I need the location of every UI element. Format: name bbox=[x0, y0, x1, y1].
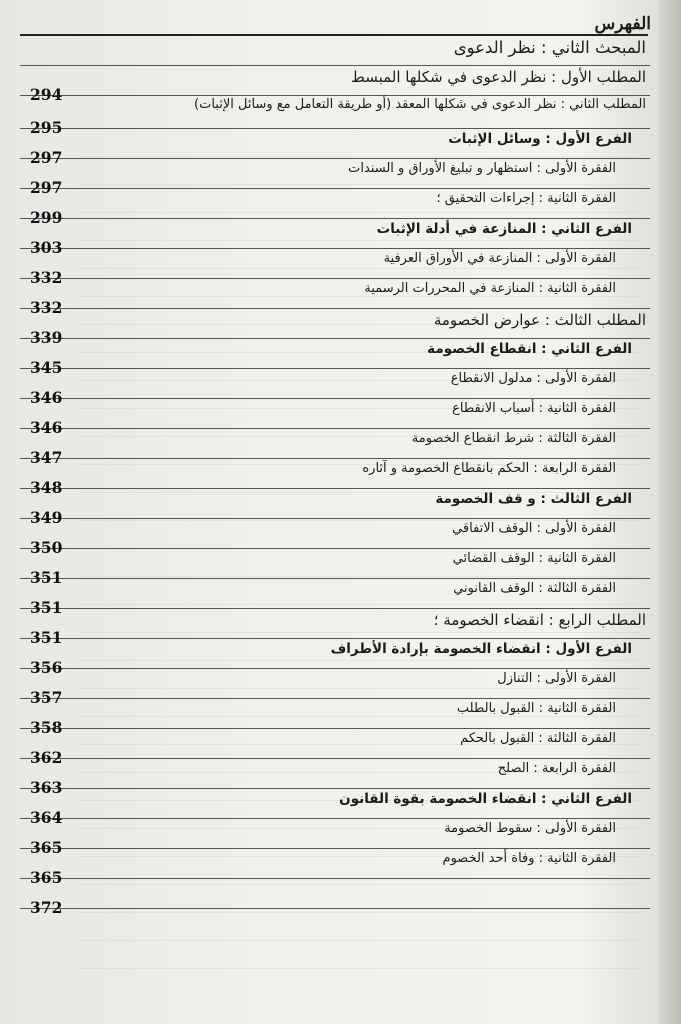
toc-page-number: 362 bbox=[30, 748, 63, 767]
toc-row bbox=[20, 96, 650, 137]
toc-page-number: 332 bbox=[30, 268, 63, 287]
toc-entry-title: المطلب الثاني : نظر الدعوى في شكلها المعقد (أو طريقة التعامل مع وسائل الإثبات) bbox=[194, 97, 646, 112]
toc-entry-title: الفقرة الأولى : المنازعة في الأوراق العرفية bbox=[383, 251, 616, 266]
toc-row bbox=[20, 219, 650, 257]
toc-page-number: 297 bbox=[30, 178, 63, 197]
toc-entry-title: الفرع الأول : وسائل الإثبات bbox=[448, 131, 632, 147]
toc-page-number: 347 bbox=[30, 448, 63, 467]
toc-page-number: 356 bbox=[30, 658, 63, 677]
toc-page-number: 294 bbox=[30, 85, 63, 104]
toc-entry-title: الفقرة الثانية : المنازعة في المحررات الرسمية bbox=[364, 281, 616, 296]
toc-row bbox=[20, 399, 650, 437]
toc-row bbox=[20, 459, 650, 497]
toc-row bbox=[20, 639, 650, 677]
toc-entry-title: الفقرة الأولى : الوقف الاتفاقي bbox=[452, 521, 616, 536]
toc-entry-title: الفرع الثاني : المنازعة في أدلة الإثبات bbox=[376, 221, 632, 237]
toc-row bbox=[20, 669, 650, 707]
toc-row bbox=[20, 819, 650, 857]
toc-page-number: 339 bbox=[30, 328, 63, 347]
toc-entry-title: الفقرة الرابعة : الحكم بانقطاع الخصومة و آثاره bbox=[362, 461, 616, 476]
toc-entry-title: الفقرة الأولى : استظهار و تبليغ الأوراق و السندات bbox=[348, 161, 616, 176]
toc-row bbox=[20, 759, 650, 797]
toc-entry-title: الفرع الثاني : انقضاء الخصومة بقوة القانون bbox=[339, 791, 632, 807]
toc-page-number: 365 bbox=[30, 838, 63, 857]
toc-page-number: 297 bbox=[30, 148, 63, 167]
toc-page-number: 346 bbox=[30, 388, 63, 407]
toc-row bbox=[20, 429, 650, 467]
toc-row bbox=[20, 36, 650, 66]
toc-row bbox=[20, 849, 650, 887]
toc-entry-title: المطلب الثالث : عوارض الخصومة bbox=[433, 311, 646, 329]
toc-entry-title: الفقرة الثانية : الوقف القضائي bbox=[452, 551, 616, 566]
toc-entry-title: الفرع الثالث : و قف الخصومة bbox=[435, 491, 632, 507]
toc-row bbox=[20, 279, 650, 317]
toc-row bbox=[20, 549, 650, 587]
toc-row bbox=[20, 309, 650, 347]
toc-page-number: 348 bbox=[30, 478, 63, 497]
toc-row bbox=[20, 189, 650, 227]
toc-row bbox=[20, 369, 650, 407]
toc-entry-title: المطلب الأول : نظر الدعوى في شكلها المبسط bbox=[350, 68, 646, 86]
toc-page-number: 295 bbox=[30, 118, 63, 137]
toc-row bbox=[20, 609, 650, 647]
toc-row bbox=[20, 129, 650, 167]
toc-entry-title: الفقرة الثانية : القبول بالطلب bbox=[456, 701, 616, 716]
page-header-title: الفهرس bbox=[594, 14, 651, 34]
toc-page-number: 351 bbox=[30, 568, 63, 587]
toc-page-number: 303 bbox=[30, 238, 63, 257]
toc-entry-title: الفقرة الرابعة : الصلح bbox=[497, 761, 616, 776]
toc-page-number: 345 bbox=[30, 358, 63, 377]
toc-entry-title: الفقرة الأولى : سقوط الخصومة bbox=[444, 821, 616, 836]
toc-page-number: 358 bbox=[30, 718, 63, 737]
toc-row bbox=[20, 339, 650, 377]
toc-page-number: 365 bbox=[30, 868, 63, 887]
page-spine-shadow bbox=[659, 0, 681, 1024]
toc-entry-title: الفقرة الثالثة : الوقف القانوني bbox=[453, 581, 616, 596]
toc-page-number: 349 bbox=[30, 508, 63, 527]
toc-entry-title: الفقرة الثانية : وفاة أحد الخصوم bbox=[442, 851, 616, 866]
toc-row bbox=[20, 66, 650, 104]
toc-entry-title: الفقرة الأولى : مدلول الانقطاع bbox=[450, 371, 616, 386]
toc-page-number: 363 bbox=[30, 778, 63, 797]
toc-row bbox=[20, 159, 650, 197]
toc-page-number: 332 bbox=[30, 298, 63, 317]
toc-page-number: 299 bbox=[30, 208, 63, 227]
toc-row bbox=[20, 519, 650, 557]
toc-entry-title: الفقرة الثالثة : شرط انقطاع الخصومة bbox=[411, 431, 616, 446]
toc-page-number: 350 bbox=[30, 538, 63, 557]
toc-entry-title: المطلب الرابع : انقضاء الخصومة ؛ bbox=[433, 611, 646, 629]
toc-page-number: 357 bbox=[30, 688, 63, 707]
toc-entry-title: الفقرة الثانية : إجراءات التحقيق ؛ bbox=[436, 191, 616, 206]
toc-entry-title: الفرع الأول : انقضاء الخصومة بإرادة الأطراف bbox=[330, 641, 632, 657]
toc-page-number: 346 bbox=[30, 418, 63, 437]
toc-entry-title: الفقرة الثالثة : القبول بالحكم bbox=[460, 731, 616, 746]
toc-row bbox=[20, 729, 650, 767]
toc-row bbox=[20, 699, 650, 737]
table-of-contents bbox=[20, 36, 650, 917]
toc-row bbox=[20, 249, 650, 287]
toc-row bbox=[20, 789, 650, 827]
toc-row bbox=[20, 579, 650, 617]
toc-row bbox=[20, 489, 650, 527]
toc-page-number: 372 bbox=[30, 898, 63, 917]
toc-entry-title: الفرع الثاني : انقطاع الخصومة bbox=[427, 341, 632, 357]
toc-entry-title: الفقرة الثانية : أسباب الانقطاع bbox=[452, 401, 616, 416]
toc-entry-title: الفقرة الأولى : التنازل bbox=[497, 671, 616, 686]
toc-entry-title: المبحث الثاني : نظر الدعوى bbox=[453, 38, 646, 57]
toc-page-number: 351 bbox=[30, 598, 63, 617]
toc-page-number: 351 bbox=[30, 628, 63, 647]
toc-page-number: 364 bbox=[30, 808, 63, 827]
toc-row bbox=[20, 879, 650, 917]
